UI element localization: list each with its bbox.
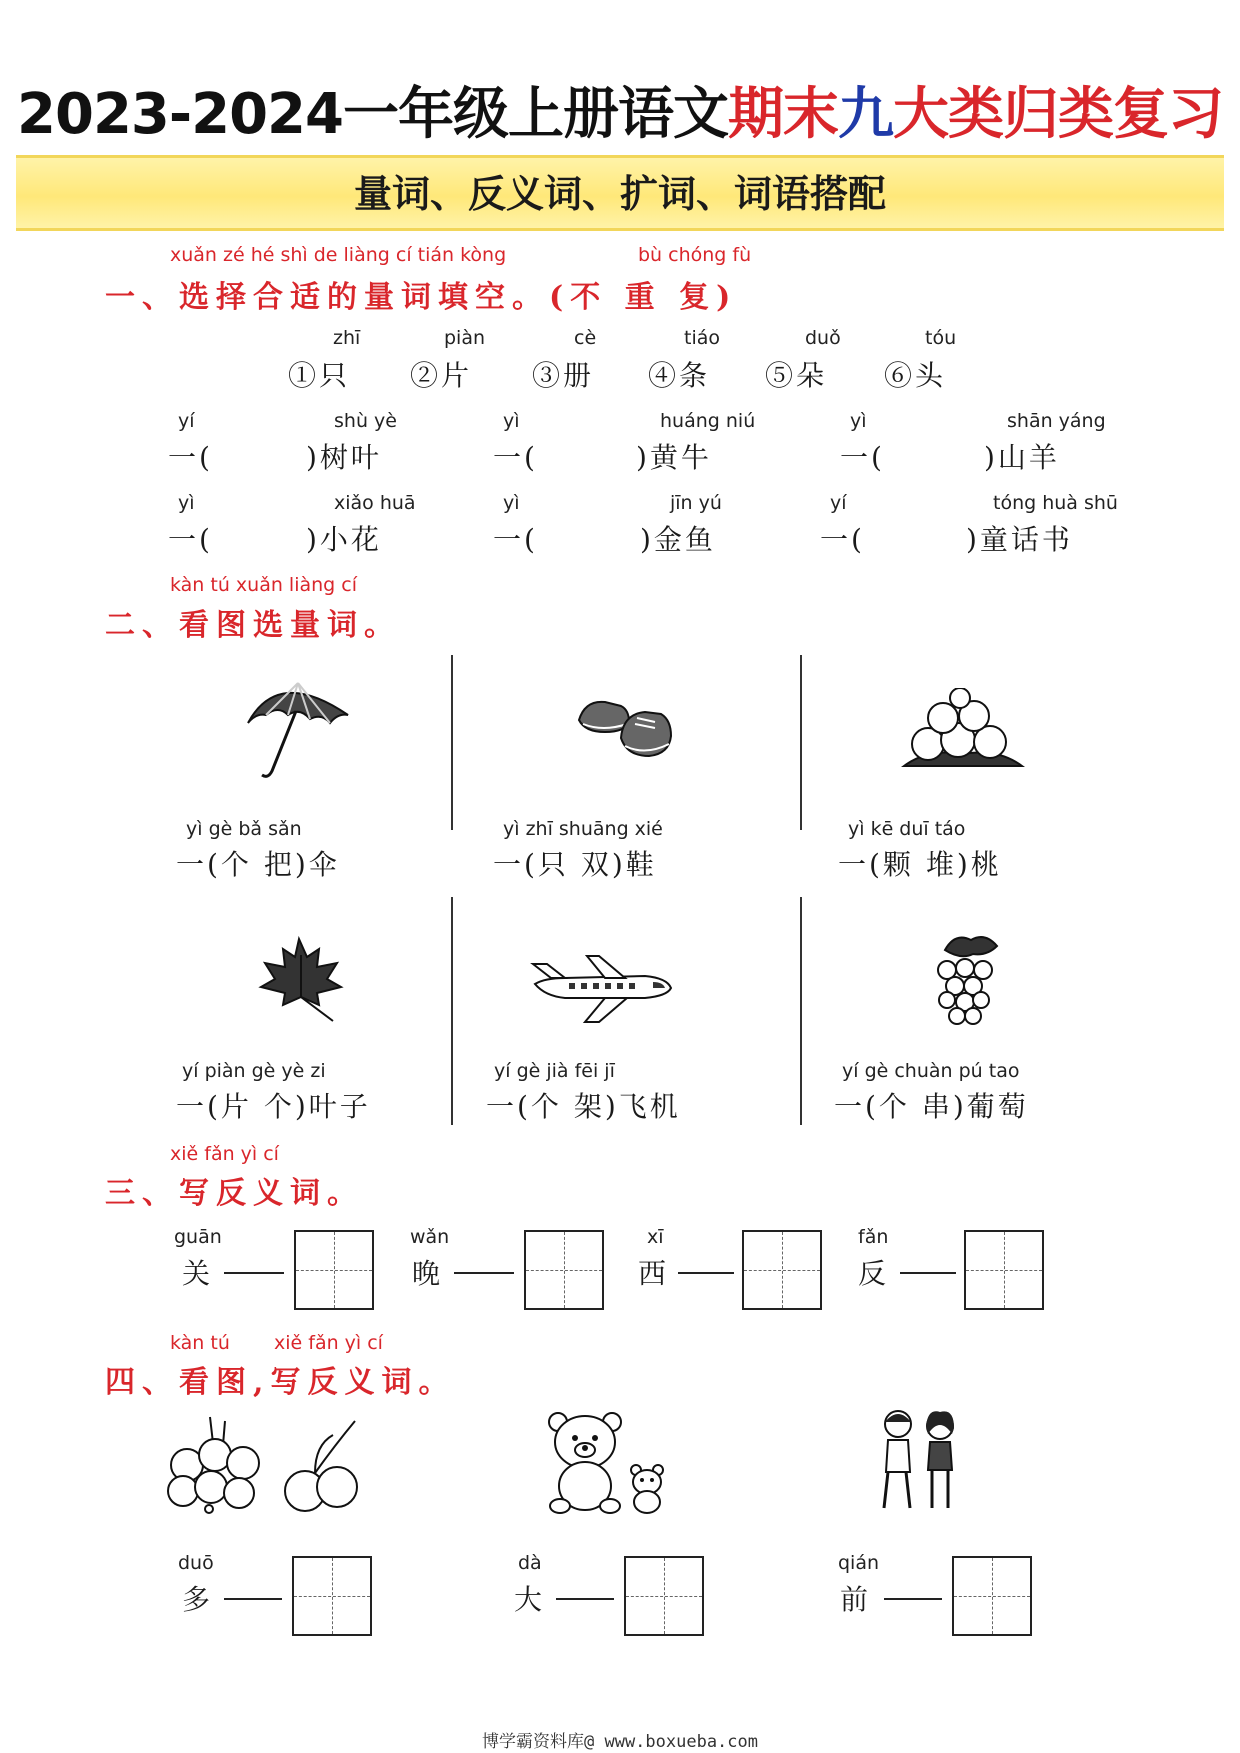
- option-measure-word: ②片: [410, 359, 473, 392]
- section2-heading: 二、看图选量词。: [105, 608, 401, 643]
- maple-leaf-icon: [255, 935, 345, 1025]
- option-measure-word: ③册: [532, 359, 595, 392]
- section3-pinyin: xiě fǎn yì cí: [170, 1143, 279, 1165]
- blank-yi-pinyin: yí: [830, 492, 847, 514]
- cell-pinyin: yí gè chuàn pú tao: [842, 1060, 1020, 1082]
- section4-pinyin-b: xiě fǎn yì cí: [274, 1332, 383, 1354]
- footer-watermark: 博学霸资料库@ www.boxueba.com: [482, 1732, 758, 1752]
- answer-box[interactable]: [524, 1230, 604, 1310]
- option-pinyin: piàn: [444, 327, 486, 349]
- blank-prefix: 一(: [493, 523, 538, 556]
- section4-heading: 四、看图,写反义词。: [105, 1365, 456, 1400]
- cell-text: 一(个 把)伞: [176, 848, 340, 881]
- cell-pinyin: yì kē duī táo: [848, 818, 966, 840]
- option-measure-word: ④条: [648, 359, 711, 392]
- option-pinyin: cè: [574, 327, 597, 349]
- section2-pinyin: kàn tú xuǎn liàng cí: [170, 574, 358, 596]
- blank-prefix: 一(: [168, 523, 213, 556]
- blank-yi-pinyin: yì: [178, 492, 195, 514]
- picture-antonym-pinyin: dà: [518, 1552, 542, 1574]
- section3-heading: 三、写反义词。: [105, 1176, 364, 1211]
- grapes-icon: [925, 930, 1005, 1030]
- antonym-pinyin: xī: [647, 1226, 664, 1248]
- grid-divider: [451, 897, 453, 1125]
- answer-box[interactable]: [964, 1230, 1044, 1310]
- title-part-2: 期末: [727, 82, 838, 147]
- cell-pinyin: yì zhī shuāng xié: [503, 818, 663, 840]
- answer-box[interactable]: [294, 1230, 374, 1310]
- antonym-dash: [678, 1272, 734, 1274]
- blank-noun-pinyin: shān yáng: [1007, 410, 1106, 432]
- blank-noun-pinyin: xiǎo huā: [334, 492, 416, 514]
- option-pinyin: tóu: [925, 327, 957, 349]
- grid-divider: [800, 655, 802, 830]
- shoes-icon: [575, 688, 675, 768]
- antonym-char: 关: [182, 1257, 214, 1290]
- option-pinyin: zhī: [333, 327, 361, 349]
- page-title: [0, 70, 1240, 150]
- antonym-pinyin: guān: [174, 1226, 222, 1248]
- blank-noun-pinyin: shù yè: [334, 410, 397, 432]
- airplane-icon: [525, 950, 675, 1025]
- picture-antonym-char: 多: [182, 1583, 214, 1616]
- option-measure-word: ①只: [288, 359, 351, 392]
- blank-suffix: )山羊: [984, 441, 1060, 474]
- grid-divider: [800, 897, 802, 1125]
- section4-pinyin-a: kàn tú: [170, 1332, 230, 1354]
- fruits-icon: [165, 1415, 375, 1515]
- grid-divider: [451, 655, 453, 830]
- blank-noun-pinyin: jīn yú: [670, 492, 722, 514]
- antonym-dash: [224, 1598, 282, 1600]
- cell-text: 一(片 个)叶子: [176, 1090, 371, 1123]
- option-pinyin: tiáo: [684, 327, 720, 349]
- antonym-pinyin: fǎn: [858, 1226, 889, 1248]
- antonym-dash: [556, 1598, 614, 1600]
- blank-suffix: )黄牛: [636, 441, 712, 474]
- title-part-1: 2023-2024一年级上册语文: [17, 82, 728, 147]
- blank-prefix: 一(: [820, 523, 865, 556]
- antonym-pinyin: wǎn: [410, 1226, 450, 1248]
- blank-prefix: 一(: [493, 441, 538, 474]
- option-pinyin: duǒ: [805, 327, 841, 349]
- subtitle: 量词、反义词、扩词、词语搭配: [353, 171, 886, 216]
- picture-antonym-char: 前: [840, 1583, 872, 1616]
- cell-pinyin: yì gè bǎ sǎn: [186, 818, 302, 840]
- blank-suffix: )小花: [306, 523, 382, 556]
- antonym-char: 西: [638, 1257, 670, 1290]
- blank-prefix: 一(: [168, 441, 213, 474]
- blank-yi-pinyin: yì: [503, 492, 520, 514]
- antonym-char: 晚: [412, 1257, 444, 1290]
- option-measure-word: ⑥头: [884, 359, 947, 392]
- option-measure-word: ⑤朵: [765, 359, 828, 392]
- section1-pinyin-b: bù chóng fù: [638, 244, 752, 266]
- cell-text: 一(只 双)鞋: [493, 848, 657, 881]
- blank-prefix: 一(: [840, 441, 885, 474]
- blank-noun-pinyin: huáng niú: [660, 410, 756, 432]
- blank-yi-pinyin: yí: [178, 410, 195, 432]
- antonym-dash: [454, 1272, 514, 1274]
- antonym-char: 反: [858, 1257, 890, 1290]
- cell-text: 一(颗 堆)桃: [838, 848, 1002, 881]
- section1-pinyin-a: xuǎn zé hé shì de liàng cí tián kòng: [170, 244, 507, 266]
- blank-suffix: )童话书: [966, 523, 1073, 556]
- title-part-3: 九: [837, 82, 893, 147]
- cell-text: 一(个 串)葡萄: [834, 1090, 1029, 1123]
- antonym-dash: [884, 1598, 942, 1600]
- section1-heading: 一、选择合适的量词填空。(不 重 复): [105, 280, 738, 315]
- answer-box[interactable]: [952, 1556, 1032, 1636]
- blank-yi-pinyin: yì: [850, 410, 867, 432]
- children-icon: [870, 1408, 970, 1518]
- picture-antonym-pinyin: qián: [838, 1552, 880, 1574]
- answer-box[interactable]: [292, 1556, 372, 1636]
- answer-box[interactable]: [624, 1556, 704, 1636]
- peaches-icon: [898, 688, 1028, 778]
- bears-icon: [548, 1410, 678, 1515]
- answer-box[interactable]: [742, 1230, 822, 1310]
- blank-suffix: )树叶: [306, 441, 382, 474]
- cell-pinyin: yí piàn gè yè zi: [182, 1060, 326, 1082]
- cell-pinyin: yí gè jià fēi jī: [494, 1060, 615, 1082]
- blank-yi-pinyin: yì: [503, 410, 520, 432]
- cell-text: 一(个 架)飞机: [486, 1090, 681, 1123]
- antonym-dash: [900, 1272, 956, 1274]
- antonym-dash: [224, 1272, 284, 1274]
- blank-suffix: )金鱼: [640, 523, 716, 556]
- title-part-4: 大类归类复习: [892, 82, 1223, 147]
- picture-antonym-pinyin: duō: [178, 1552, 214, 1574]
- umbrella-icon: [238, 675, 358, 785]
- blank-noun-pinyin: tóng huà shū: [993, 492, 1118, 514]
- picture-antonym-char: 大: [514, 1583, 546, 1616]
